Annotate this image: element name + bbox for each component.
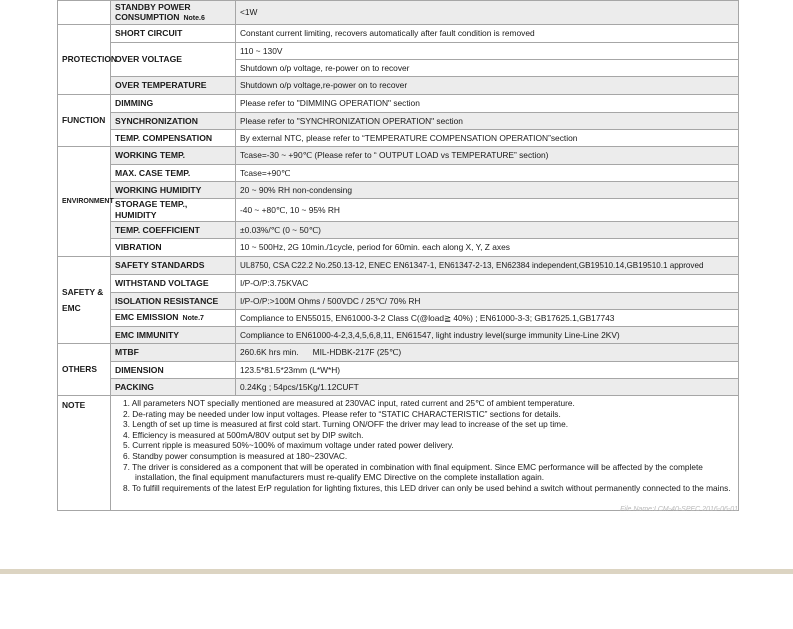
value-safety-standards: UL8750, CSA C22.2 No.250.13-12, ENEC EN61347-1, EN61347-2-13, EN62384 independent,GB19510.14,GB19510.1 approved bbox=[236, 257, 739, 275]
note-ref-6: Note.6 bbox=[183, 14, 205, 22]
value-working-temp: Tcase=-30 ~ +90℃ (Please refer to “ OUTPUT LOAD vs TEMPERATURE” section) bbox=[236, 147, 739, 165]
group-environment: ENVIRONMENT bbox=[58, 147, 111, 257]
group-others: OTHERS bbox=[58, 344, 111, 396]
row-temp-compensation bbox=[58, 130, 739, 147]
row-withstand-voltage bbox=[58, 275, 739, 293]
value-max-case-temp: Tcase=+90℃ bbox=[236, 165, 739, 182]
label-synchronization: SYNCHRONIZATION bbox=[111, 113, 236, 130]
row-emc-emission bbox=[58, 310, 739, 327]
row-working-temp bbox=[58, 147, 739, 165]
row-synchronization bbox=[58, 113, 739, 130]
note-item: 7. The driver is considered as a component that will be operated in combination with final equipment. Since EMC performance will be affected by the complete installation, the final equipment manufacturers must re-qualify EMC Directive on the complete installation again. bbox=[123, 461, 703, 483]
label-standby-power: STANDBY POWER CONSUMPTION Note.6 bbox=[111, 1, 236, 25]
label-storage-temp: STORAGE TEMP., HUMIDITY bbox=[111, 199, 236, 222]
note-item: 6. Standby power consumption is measured at 180~230VAC. bbox=[123, 450, 348, 461]
row-dimension bbox=[58, 362, 739, 379]
value-emc-emission: Compliance to EN55015, EN61000-3-2 Class C(@load≧ 40%) ; EN61000-3-3; GB17625.1,GB17743 bbox=[236, 310, 739, 327]
note-item: 4. Efficiency is measured at 500mA/80V output set by DIP switch. bbox=[123, 429, 364, 440]
value-isolation-resistance: I/P-O/P:>100M Ohms / 500VDC / 25℃/ 70% RH bbox=[236, 293, 739, 310]
notes-list bbox=[111, 396, 738, 495]
row-working-humidity bbox=[58, 182, 739, 199]
value-over-voltage-range: 110 ~ 130V bbox=[236, 43, 739, 60]
row-over-temperature bbox=[58, 77, 739, 95]
group-protection: PROTECTION bbox=[58, 25, 111, 95]
label-vibration: VIBRATION bbox=[111, 239, 236, 257]
page-divider-band bbox=[0, 569, 793, 574]
row-safety-standards bbox=[58, 257, 739, 275]
note-item: 2. De-rating may be needed under low input voltages. Please refer to “STATIC CHARACTERISTIC” sections for details. bbox=[123, 408, 561, 419]
value-standby-power: <1W bbox=[236, 1, 739, 25]
label-temp-coefficient: TEMP. COEFFICIENT bbox=[111, 222, 236, 239]
notes-cell bbox=[111, 396, 739, 511]
value-withstand-voltage: I/P-O/P:3.75KVAC bbox=[236, 275, 739, 293]
row-max-case-temp bbox=[58, 165, 739, 182]
specification-table bbox=[57, 0, 739, 511]
label-dimension: DIMENSION bbox=[111, 362, 236, 379]
row-emc-immunity bbox=[58, 327, 739, 344]
row-temp-coefficient bbox=[58, 222, 739, 239]
label-max-case-temp: MAX. CASE TEMP. bbox=[111, 165, 236, 182]
label-temp-compensation: TEMP. COMPENSATION bbox=[111, 130, 236, 147]
row-notes bbox=[58, 396, 739, 511]
value-temp-coefficient: ±0.03%/℃ (0 ~ 50℃) bbox=[236, 222, 739, 239]
row-packing bbox=[58, 379, 739, 396]
group-note: NOTE bbox=[58, 396, 111, 511]
row-standby-power bbox=[58, 1, 739, 25]
label-safety-standards: SAFETY STANDARDS bbox=[111, 257, 236, 275]
value-dimming: Please refer to "DIMMING OPERATION" section bbox=[236, 95, 739, 113]
note-item: 3. Length of set up time is measured at first cold start. Turning ON/OFF the driver may lead to increase of the set up time. bbox=[123, 419, 569, 430]
file-name-footer: File Name:LCM-40-SPEC 2016-06-01 bbox=[620, 506, 738, 513]
value-over-temperature: Shutdown o/p voltage,re-power on to recover bbox=[236, 77, 739, 95]
note-item: 1. All parameters NOT specially mentioned are measured at 230VAC input, rated current and 25℃ of ambient temperature. bbox=[123, 398, 575, 408]
row-over-voltage-1 bbox=[58, 43, 739, 60]
label-emc-immunity: EMC IMMUNITY bbox=[111, 327, 236, 344]
value-dimension: 123.5*81.5*23mm (L*W*H) bbox=[236, 362, 739, 379]
row-short-circuit bbox=[58, 25, 739, 43]
label-mtbf: MTBF bbox=[111, 344, 236, 362]
value-storage-temp: -40 ~ +80℃, 10 ~ 95% RH bbox=[236, 199, 739, 222]
row-storage-temp bbox=[58, 199, 739, 222]
label-short-circuit: SHORT CIRCUIT bbox=[111, 25, 236, 43]
value-vibration: 10 ~ 500Hz, 2G 10min./1cycle, period for 60min. each along X, Y, Z axes bbox=[236, 239, 739, 257]
label-working-temp: WORKING TEMP. bbox=[111, 147, 236, 165]
note-ref-7: Note.7 bbox=[182, 315, 204, 322]
value-temp-compensation: By external NTC, please refer to “TEMPERATURE COMPENSATION OPERATION”section bbox=[236, 130, 739, 147]
value-emc-immunity: Compliance to EN61000-4-2,3,4,5,6,8,11, EN61547, light industry level(surge immunity Line-Line 2KV) bbox=[236, 327, 739, 344]
group-function: FUNCTION bbox=[58, 95, 111, 147]
row-mtbf bbox=[58, 344, 739, 362]
label-isolation-resistance: ISOLATION RESISTANCE bbox=[111, 293, 236, 310]
row-dimming bbox=[58, 95, 739, 113]
label-over-voltage: OVER VOLTAGE bbox=[111, 43, 236, 77]
label-emc-emission: EMC EMISSION Note.7 bbox=[111, 310, 236, 327]
value-over-voltage-action: Shutdown o/p voltage, re-power on to recover bbox=[236, 60, 739, 77]
group-safety-emc: SAFETY & EMC bbox=[58, 257, 111, 344]
value-short-circuit: Constant current limiting, recovers automatically after fault condition is removed bbox=[236, 25, 739, 43]
label-over-temperature: OVER TEMPERATURE bbox=[111, 77, 236, 95]
label-dimming: DIMMING bbox=[111, 95, 236, 113]
label-withstand-voltage: WITHSTAND VOLTAGE bbox=[111, 275, 236, 293]
value-mtbf: 260.6K hrs min. MIL-HDBK-217F (25℃) bbox=[236, 344, 739, 362]
value-working-humidity: 20 ~ 90% RH non-condensing bbox=[236, 182, 739, 199]
note-item: 5. Current ripple is measured 50%~100% of maximum voltage under rated power delivery. bbox=[123, 440, 454, 451]
label-packing: PACKING bbox=[111, 379, 236, 396]
row-isolation-resistance bbox=[58, 293, 739, 310]
group-cell-empty bbox=[58, 1, 111, 25]
note-item: 8. To fulfill requirements of the latest ErP regulation for lighting fixtures, this LED driver can only be used behind a switch without permanently connected to the mains. bbox=[123, 482, 731, 493]
label-working-humidity: WORKING HUMIDITY bbox=[111, 182, 236, 199]
row-vibration bbox=[58, 239, 739, 257]
value-packing: 0.24Kg ; 54pcs/15Kg/1.12CUFT bbox=[236, 379, 739, 396]
value-synchronization: Please refer to "SYNCHRONIZATION OPERATION" section bbox=[236, 113, 739, 130]
